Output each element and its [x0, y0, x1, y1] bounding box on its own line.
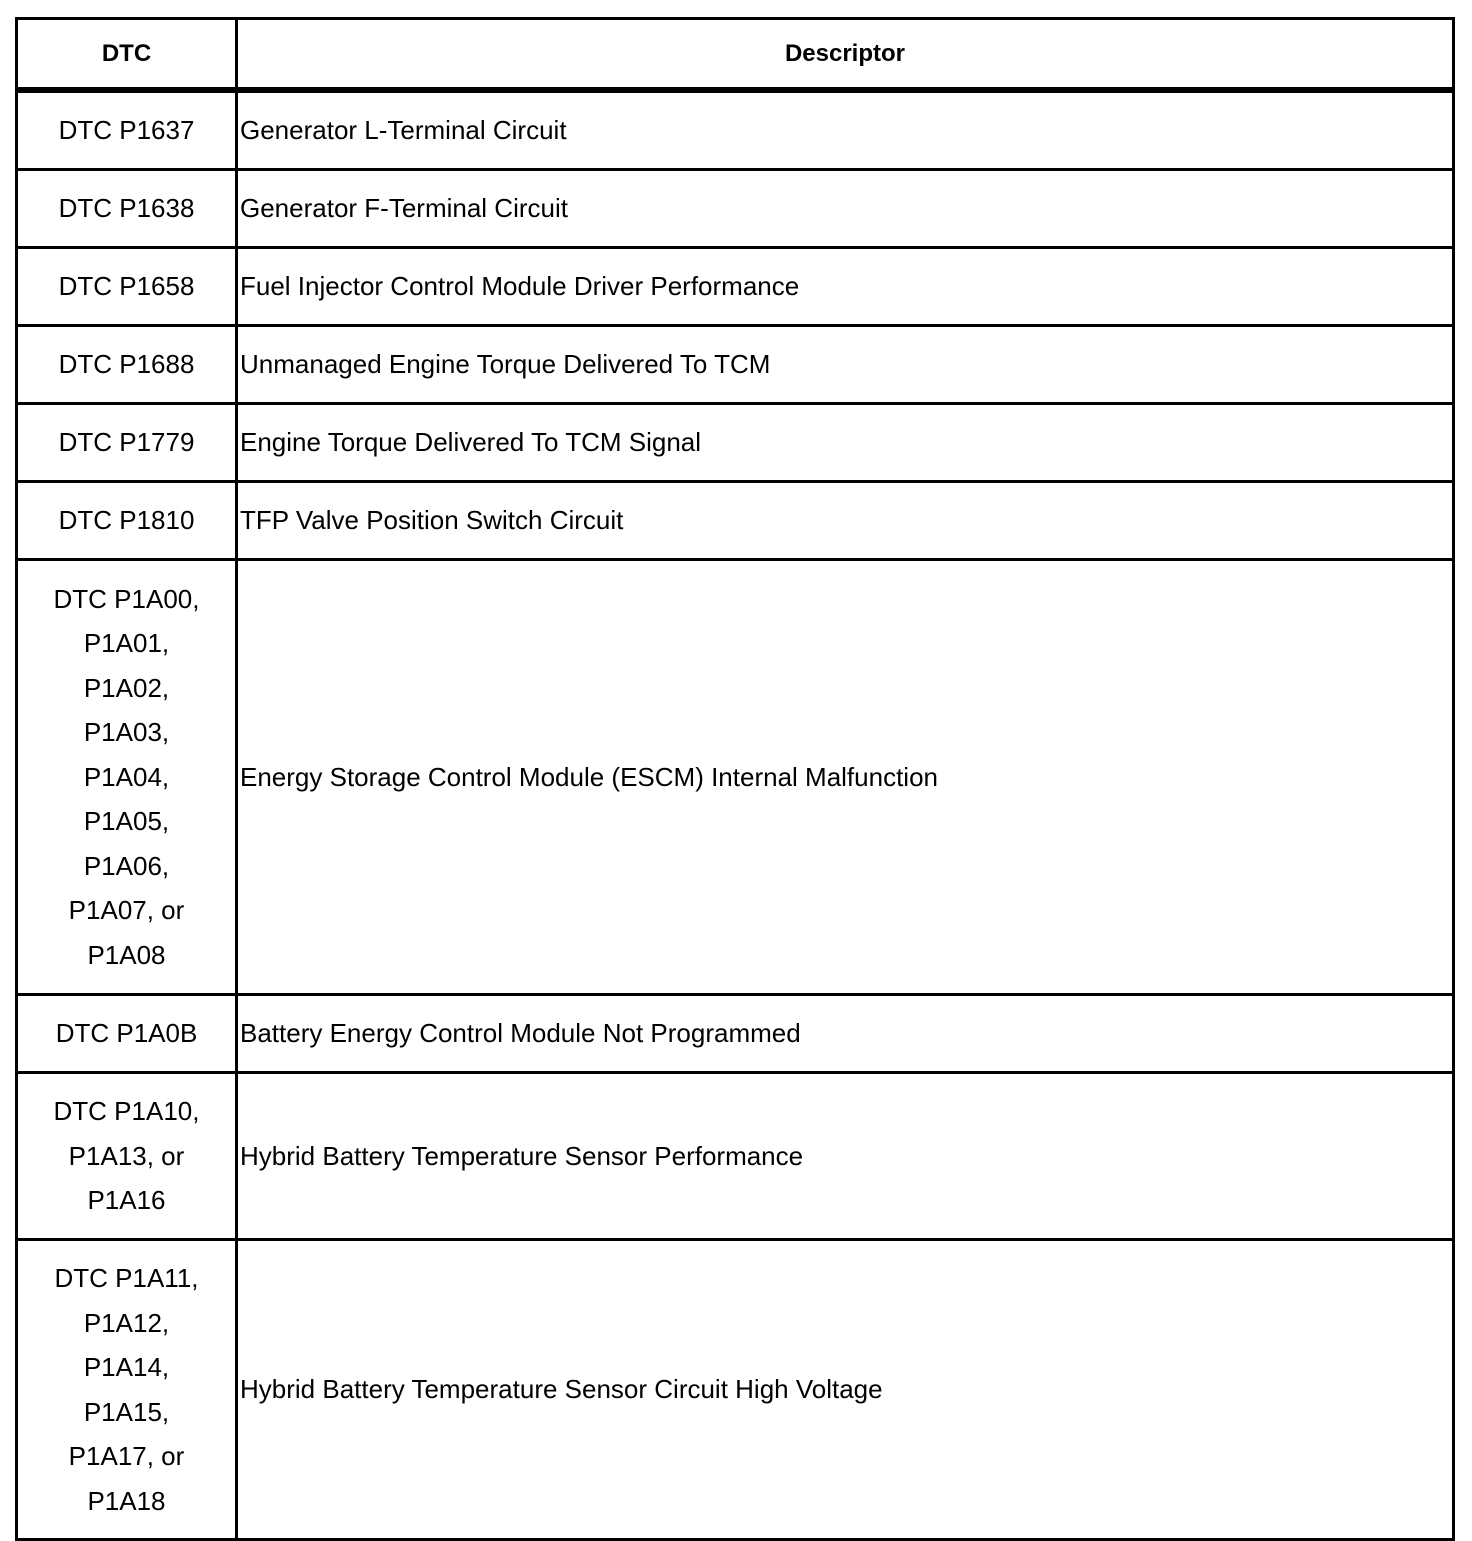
table-row: [17, 170, 1454, 248]
dtc-code-cell: DTC P1658: [17, 248, 237, 326]
dtc-code-cell: DTC P1637: [17, 90, 237, 170]
descriptor-cell: Fuel Injector Control Module Driver Performance: [237, 248, 1454, 326]
column-header-descriptor: Descriptor: [237, 19, 1454, 91]
dtc-code-cell: DTC P1810: [17, 482, 237, 560]
descriptor-cell: Unmanaged Engine Torque Delivered To TCM: [237, 326, 1454, 404]
descriptor-cell: Hybrid Battery Temperature Sensor Circuit High Voltage: [237, 1240, 1454, 1540]
table-header-row: [17, 19, 1454, 91]
dtc-code-cell: DTC P1A00, P1A01, P1A02, P1A03, P1A04, P1A05, P1A06, P1A07, or P1A08: [17, 560, 237, 995]
dtc-code-cell: DTC P1A0B: [17, 995, 237, 1073]
descriptor-cell: TFP Valve Position Switch Circuit: [237, 482, 1454, 560]
descriptor-cell: Battery Energy Control Module Not Programmed: [237, 995, 1454, 1073]
descriptor-cell: Engine Torque Delivered To TCM Signal: [237, 404, 1454, 482]
table-row: [17, 560, 1454, 995]
dtc-code-cell: DTC P1779: [17, 404, 237, 482]
table-row: [17, 90, 1454, 170]
dtc-code-cell: DTC P1688: [17, 326, 237, 404]
dtc-code-cell: DTC P1638: [17, 170, 237, 248]
dtc-code-cell: DTC P1A11, P1A12, P1A14, P1A15, P1A17, or P1A18: [17, 1240, 237, 1540]
descriptor-cell: Generator L-Terminal Circuit: [237, 90, 1454, 170]
descriptor-cell: Hybrid Battery Temperature Sensor Performance: [237, 1073, 1454, 1240]
column-header-dtc: DTC: [17, 19, 237, 91]
dtc-table: [15, 17, 1455, 1541]
dtc-code-cell: DTC P1A10, P1A13, or P1A16: [17, 1073, 237, 1240]
table-row: [17, 404, 1454, 482]
table-row: [17, 1240, 1454, 1540]
descriptor-cell: Generator F-Terminal Circuit: [237, 170, 1454, 248]
table-row: [17, 995, 1454, 1073]
table-row: [17, 482, 1454, 560]
table-row: [17, 1073, 1454, 1240]
table-row: [17, 248, 1454, 326]
table-row: [17, 326, 1454, 404]
descriptor-cell: Energy Storage Control Module (ESCM) Internal Malfunction: [237, 560, 1454, 995]
